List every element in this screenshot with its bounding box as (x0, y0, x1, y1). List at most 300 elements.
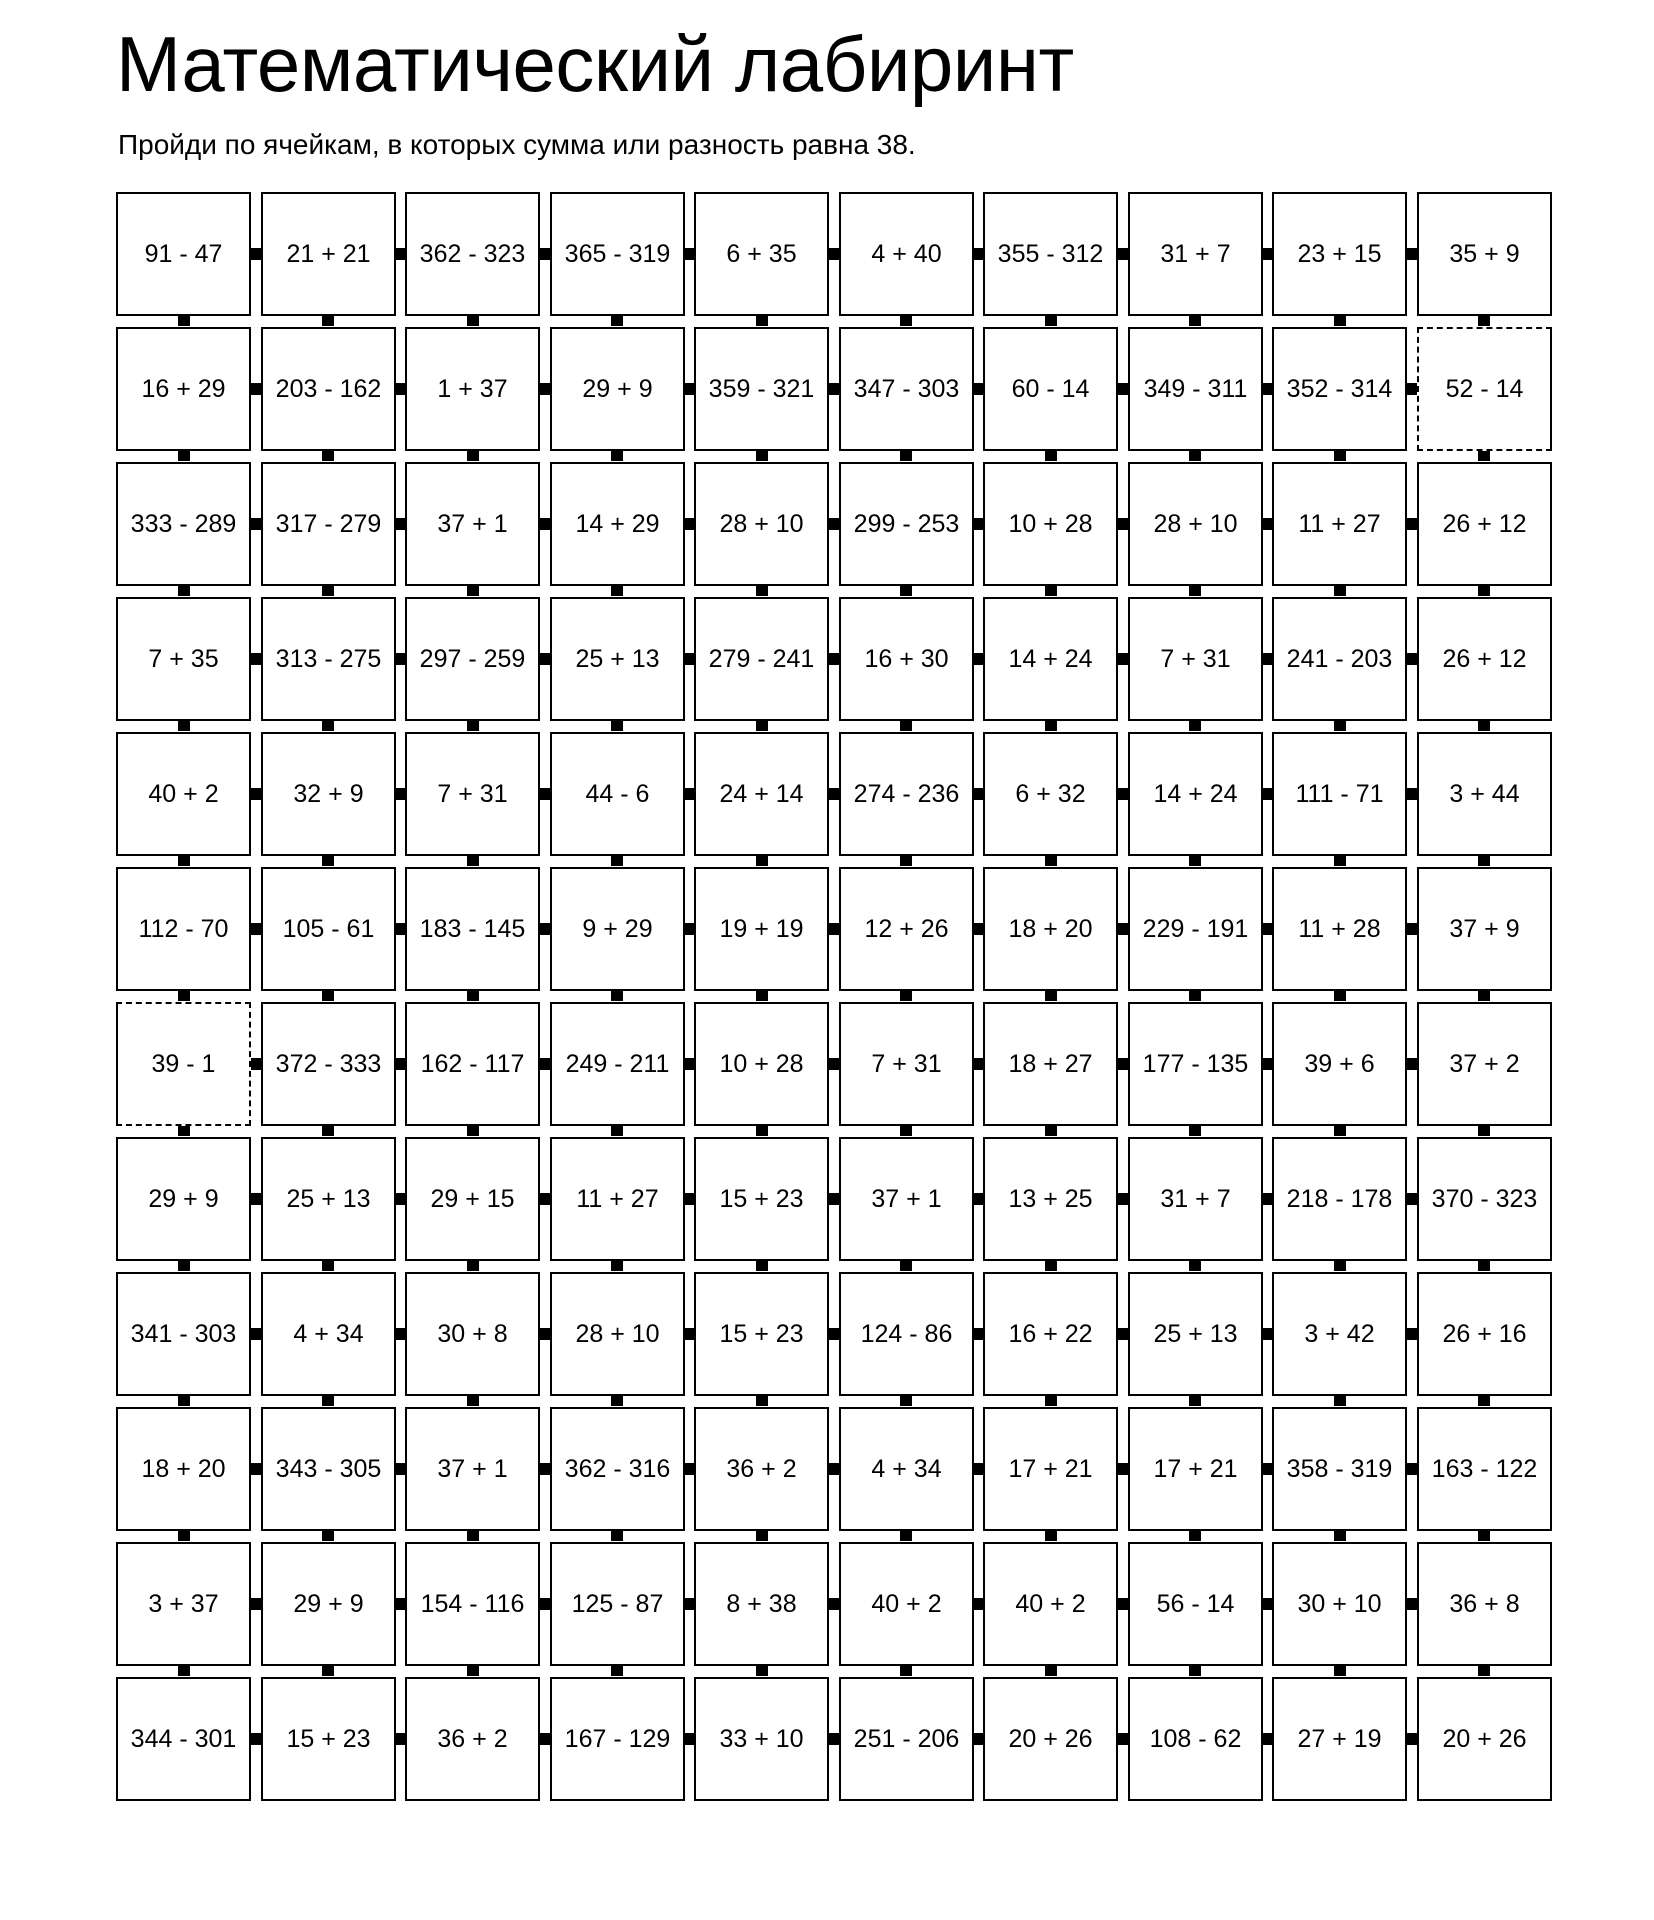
maze-cell[interactable] (694, 1542, 829, 1666)
maze-cell[interactable] (405, 1272, 540, 1396)
maze-cell[interactable] (550, 1542, 685, 1666)
maze-cell[interactable] (694, 462, 829, 586)
maze-cell[interactable] (1417, 1677, 1552, 1801)
cell-connector (251, 1328, 261, 1340)
cell-connector (178, 991, 190, 1001)
maze-cell[interactable] (1417, 597, 1552, 721)
cell-connector (540, 1598, 550, 1610)
maze-cell[interactable] (1417, 1542, 1552, 1666)
maze-cell-expression: 355 - 312 (997, 239, 1104, 268)
cell-connector (396, 1058, 406, 1070)
cell-connector (974, 1058, 984, 1070)
cell-connector (900, 856, 912, 866)
maze-cell[interactable] (261, 1002, 396, 1126)
cell-connector (322, 586, 334, 596)
maze-cell-expression: 16 + 22 (1008, 1319, 1093, 1348)
cell-connector (322, 316, 334, 326)
maze-cell[interactable] (839, 1677, 974, 1801)
maze-cell[interactable] (550, 867, 685, 991)
maze-cell[interactable] (983, 1272, 1118, 1396)
cell-connector (1478, 721, 1490, 731)
maze-cell[interactable] (983, 867, 1118, 991)
cell-connector (685, 248, 695, 260)
maze-cell[interactable] (839, 462, 974, 586)
cell-connector (611, 721, 623, 731)
maze-cell[interactable] (983, 1677, 1118, 1801)
cell-connector (829, 248, 839, 260)
cell-connector (1407, 1598, 1417, 1610)
cell-connector (1045, 1666, 1057, 1676)
cell-connector (540, 248, 550, 260)
maze-cell-expression: 274 - 236 (853, 779, 960, 808)
maze-cell-expression: 6 + 35 (726, 239, 797, 268)
cell-connector (1407, 1463, 1417, 1475)
maze-cell[interactable] (116, 1677, 251, 1801)
maze-cell[interactable] (1417, 1407, 1552, 1531)
cell-connector (1263, 383, 1273, 395)
cell-connector (756, 451, 768, 461)
maze-cell[interactable] (983, 327, 1118, 451)
cell-connector (251, 1733, 261, 1745)
maze-cell-expression: 297 - 259 (419, 644, 526, 673)
cell-connector (1045, 721, 1057, 731)
maze-cell[interactable] (261, 462, 396, 586)
maze-cell-expression: 20 + 26 (1442, 1724, 1527, 1753)
maze-cell[interactable] (1417, 732, 1552, 856)
maze-cell[interactable] (983, 732, 1118, 856)
maze-cell[interactable] (694, 1137, 829, 1261)
maze-cell[interactable] (550, 732, 685, 856)
maze-cell[interactable] (983, 1542, 1118, 1666)
cell-connector (251, 248, 261, 260)
maze-cell[interactable] (550, 1272, 685, 1396)
maze-cell-expression: 372 - 333 (275, 1049, 382, 1078)
maze-cell[interactable] (1128, 1137, 1263, 1261)
maze-cell[interactable] (1272, 597, 1407, 721)
maze-cell-expression: 352 - 314 (1286, 374, 1393, 403)
maze-cell[interactable] (839, 1137, 974, 1261)
maze-cell[interactable] (1128, 1002, 1263, 1126)
cell-connector (829, 518, 839, 530)
maze-cell[interactable] (550, 327, 685, 451)
maze-cell[interactable] (116, 1542, 251, 1666)
maze-cell[interactable] (983, 1407, 1118, 1531)
cell-connector (1334, 721, 1346, 731)
maze-cell-expression: 26 + 16 (1442, 1319, 1527, 1348)
maze-cell[interactable] (116, 732, 251, 856)
cell-connector (1118, 248, 1128, 260)
maze-cell[interactable] (405, 597, 540, 721)
cell-connector (251, 1193, 261, 1205)
maze-cell-expression: 6 + 32 (1015, 779, 1086, 808)
maze-cell-expression: 3 + 42 (1304, 1319, 1375, 1348)
cell-connector (1118, 383, 1128, 395)
maze-cell[interactable] (116, 1137, 251, 1261)
cell-connector (611, 856, 623, 866)
cell-connector (467, 1531, 479, 1541)
maze-cell-expression: 27 + 19 (1297, 1724, 1382, 1753)
cell-connector (396, 1733, 406, 1745)
maze-cell[interactable] (1128, 1272, 1263, 1396)
maze-cell-expression: 30 + 8 (437, 1319, 508, 1348)
maze-cell-expression: 12 + 26 (864, 914, 949, 943)
maze-cell[interactable] (839, 1272, 974, 1396)
cell-connector (1045, 1531, 1057, 1541)
maze-cell-expression: 32 + 9 (293, 779, 364, 808)
maze-cell[interactable] (983, 597, 1118, 721)
maze-cell-expression: 349 - 311 (1143, 374, 1248, 403)
maze-cell[interactable] (694, 597, 829, 721)
maze-cell[interactable] (116, 462, 251, 586)
maze-cell-expression: 60 - 14 (1011, 374, 1090, 403)
maze-cell[interactable] (261, 327, 396, 451)
cell-connector (1263, 1463, 1273, 1475)
cell-connector (1189, 316, 1201, 326)
cell-connector (322, 721, 334, 731)
cell-connector (829, 923, 839, 935)
maze-cell[interactable] (261, 1542, 396, 1666)
cell-connector (1478, 1666, 1490, 1676)
cell-connector (178, 721, 190, 731)
cell-connector (178, 451, 190, 461)
maze-cell-expression: 29 + 9 (582, 374, 653, 403)
maze-cell-expression: 163 - 122 (1431, 1454, 1538, 1483)
maze-cell[interactable] (839, 1002, 974, 1126)
maze-cell[interactable] (116, 1002, 251, 1126)
maze-cell[interactable] (261, 732, 396, 856)
maze-cell-expression: 13 + 25 (1008, 1184, 1093, 1213)
cell-connector (685, 1058, 695, 1070)
maze-cell[interactable] (1417, 1002, 1552, 1126)
maze-cell[interactable] (1128, 462, 1263, 586)
maze-cell-expression: 162 - 117 (420, 1049, 525, 1078)
cell-connector (611, 1531, 623, 1541)
cell-connector (467, 586, 479, 596)
maze-cell[interactable] (694, 1677, 829, 1801)
cell-connector (540, 1733, 550, 1745)
cell-connector (974, 1328, 984, 1340)
maze-cell[interactable] (405, 1002, 540, 1126)
maze-cell[interactable] (1272, 867, 1407, 991)
maze-cell-expression: 183 - 145 (419, 914, 526, 943)
maze-cell[interactable] (550, 192, 685, 316)
maze-cell[interactable] (116, 1272, 251, 1396)
maze-cell[interactable] (1128, 597, 1263, 721)
maze-cell[interactable] (261, 1677, 396, 1801)
cell-connector (900, 1396, 912, 1406)
maze-cell[interactable] (550, 1677, 685, 1801)
cell-connector (900, 991, 912, 1001)
cell-connector (829, 1328, 839, 1340)
maze-cell[interactable] (839, 597, 974, 721)
maze-cell-expression: 17 + 21 (1153, 1454, 1238, 1483)
maze-cell-expression: 11 + 28 (1298, 914, 1381, 943)
cell-connector (1189, 1396, 1201, 1406)
cell-connector (1478, 586, 1490, 596)
cell-connector (1045, 991, 1057, 1001)
cell-connector (1407, 1328, 1417, 1340)
cell-connector (829, 1733, 839, 1745)
cell-connector (1118, 788, 1128, 800)
cell-connector (1189, 721, 1201, 731)
maze-cell-expression: 333 - 289 (130, 509, 237, 538)
maze-cell-expression: 21 + 21 (286, 239, 371, 268)
cell-connector (467, 451, 479, 461)
cell-connector (756, 1531, 768, 1541)
maze-cell[interactable] (1128, 192, 1263, 316)
maze-cell[interactable] (983, 462, 1118, 586)
maze-cell[interactable] (839, 1542, 974, 1666)
maze-cell[interactable] (550, 462, 685, 586)
maze-cell[interactable] (405, 1137, 540, 1261)
maze-cell-expression: 30 + 10 (1297, 1589, 1382, 1618)
maze-cell[interactable] (1272, 1272, 1407, 1396)
maze-cell[interactable] (405, 732, 540, 856)
maze-cell-expression: 10 + 28 (1008, 509, 1093, 538)
maze-cell[interactable] (1272, 1542, 1407, 1666)
cell-connector (322, 1531, 334, 1541)
cell-connector (900, 721, 912, 731)
maze-cell[interactable] (1417, 192, 1552, 316)
maze-cell[interactable] (1272, 462, 1407, 586)
maze-cell-expression: 36 + 8 (1449, 1589, 1520, 1618)
maze-cell-expression: 35 + 9 (1449, 239, 1520, 268)
maze-cell[interactable] (1128, 867, 1263, 991)
cell-connector (1118, 653, 1128, 665)
maze-cell-expression: 124 - 86 (860, 1319, 953, 1348)
maze-cell[interactable] (694, 1407, 829, 1531)
maze-cell-expression: 313 - 275 (275, 644, 382, 673)
cell-connector (1045, 586, 1057, 596)
cell-connector (1478, 1261, 1490, 1271)
maze-cell[interactable] (839, 732, 974, 856)
maze-cell-expression: 18 + 20 (141, 1454, 226, 1483)
maze-cell[interactable] (1417, 1272, 1552, 1396)
maze-cell-expression: 44 - 6 (585, 779, 650, 808)
maze-cell[interactable] (1272, 327, 1407, 451)
cell-connector (974, 1463, 984, 1475)
maze-cell-expression: 299 - 253 (853, 509, 960, 538)
maze-cell-expression: 14 + 29 (575, 509, 660, 538)
maze-cell[interactable] (1128, 1677, 1263, 1801)
maze-cell-expression: 24 + 14 (719, 779, 804, 808)
cell-connector (396, 788, 406, 800)
maze-cell[interactable] (694, 192, 829, 316)
cell-connector (1189, 991, 1201, 1001)
cell-connector (178, 1261, 190, 1271)
maze-cell-expression: 31 + 7 (1160, 1184, 1231, 1213)
cell-connector (611, 1396, 623, 1406)
cell-connector (1263, 518, 1273, 530)
maze-cell-expression: 203 - 162 (275, 374, 382, 403)
maze-cell-expression: 36 + 2 (726, 1454, 797, 1483)
maze-cell[interactable] (405, 462, 540, 586)
cell-connector (467, 721, 479, 731)
cell-connector (178, 856, 190, 866)
maze-cell[interactable] (839, 192, 974, 316)
maze-cell[interactable] (550, 597, 685, 721)
cell-connector (322, 1126, 334, 1136)
maze-cell-expression: 25 + 13 (286, 1184, 371, 1213)
cell-connector (1334, 856, 1346, 866)
maze-cell[interactable] (839, 867, 974, 991)
maze-cell[interactable] (1272, 1677, 1407, 1801)
maze-cell-expression: 4 + 34 (871, 1454, 942, 1483)
maze-cell[interactable] (116, 192, 251, 316)
cell-connector (1407, 788, 1417, 800)
maze-cell[interactable] (550, 1137, 685, 1261)
cell-connector (322, 1261, 334, 1271)
maze-cell[interactable] (1272, 1407, 1407, 1531)
maze-cell[interactable] (116, 867, 251, 991)
cell-connector (322, 1666, 334, 1676)
maze-cell[interactable] (1417, 867, 1552, 991)
cell-connector (1334, 451, 1346, 461)
cell-connector (1407, 1058, 1417, 1070)
maze-cell[interactable] (1128, 732, 1263, 856)
cell-connector (1118, 1193, 1128, 1205)
cell-connector (1407, 383, 1417, 395)
maze-cell-expression: 341 - 303 (130, 1319, 237, 1348)
cell-connector (829, 653, 839, 665)
maze-cell[interactable] (261, 1272, 396, 1396)
cell-connector (1118, 923, 1128, 935)
maze-cell-expression: 358 - 319 (1286, 1454, 1393, 1483)
cell-connector (1189, 1126, 1201, 1136)
maze-cell[interactable] (1417, 327, 1552, 451)
cell-connector (900, 1531, 912, 1541)
cell-connector (1407, 653, 1417, 665)
maze-cell[interactable] (1272, 192, 1407, 316)
cell-connector (1189, 451, 1201, 461)
cell-connector (1045, 316, 1057, 326)
maze-cell[interactable] (405, 1542, 540, 1666)
maze-cell[interactable] (694, 327, 829, 451)
maze-cell-expression: 177 - 135 (1142, 1049, 1249, 1078)
maze-cell[interactable] (405, 1407, 540, 1531)
cell-connector (396, 1328, 406, 1340)
cell-connector (1118, 1328, 1128, 1340)
maze-cell[interactable] (116, 327, 251, 451)
maze-cell-expression: 241 - 203 (1286, 644, 1393, 673)
maze-cell[interactable] (261, 192, 396, 316)
maze-cell[interactable] (839, 1407, 974, 1531)
maze-cell[interactable] (550, 1002, 685, 1126)
maze-cell[interactable] (1128, 1542, 1263, 1666)
maze-cell[interactable] (1272, 1137, 1407, 1261)
cell-connector (251, 1058, 261, 1070)
cell-connector (611, 586, 623, 596)
cell-connector (756, 1261, 768, 1271)
maze-cell[interactable] (405, 192, 540, 316)
maze-cell[interactable] (694, 732, 829, 856)
cell-connector (540, 1328, 550, 1340)
maze-cell-expression: 36 + 2 (437, 1724, 508, 1753)
maze-cell[interactable] (116, 1407, 251, 1531)
cell-connector (178, 1531, 190, 1541)
maze-cell[interactable] (1128, 1407, 1263, 1531)
cell-connector (1407, 1733, 1417, 1745)
maze-cell[interactable] (1272, 732, 1407, 856)
cell-connector (756, 991, 768, 1001)
maze-cell[interactable] (694, 867, 829, 991)
cell-connector (685, 1598, 695, 1610)
maze-cell[interactable] (983, 192, 1118, 316)
maze-cell[interactable] (261, 867, 396, 991)
cell-connector (1118, 1463, 1128, 1475)
maze-cell[interactable] (261, 1407, 396, 1531)
maze-cell[interactable] (405, 1677, 540, 1801)
cell-connector (1478, 451, 1490, 461)
cell-connector (685, 1733, 695, 1745)
cell-connector (1263, 1058, 1273, 1070)
maze-cell[interactable] (261, 597, 396, 721)
maze-cell-expression: 11 + 27 (1298, 509, 1381, 538)
maze-cell-expression: 347 - 303 (853, 374, 960, 403)
cell-connector (1118, 1058, 1128, 1070)
cell-connector (396, 1598, 406, 1610)
maze-cell-expression: 218 - 178 (1286, 1184, 1393, 1213)
cell-connector (1334, 1531, 1346, 1541)
cell-connector (1263, 248, 1273, 260)
cell-connector (1045, 856, 1057, 866)
maze-cell[interactable] (694, 1272, 829, 1396)
maze-cell-expression: 14 + 24 (1008, 644, 1093, 673)
maze-cell[interactable] (839, 327, 974, 451)
maze-cell-expression: 1 + 37 (437, 374, 508, 403)
maze-cell-expression: 40 + 2 (148, 779, 219, 808)
maze-cell[interactable] (405, 327, 540, 451)
maze-cell-expression: 365 - 319 (564, 239, 671, 268)
cell-connector (396, 923, 406, 935)
cell-connector (540, 788, 550, 800)
maze-cell[interactable] (1417, 1137, 1552, 1261)
cell-connector (1478, 1126, 1490, 1136)
maze-cell-expression: 37 + 1 (437, 509, 508, 538)
maze-cell-expression: 344 - 301 (130, 1724, 237, 1753)
maze-cell[interactable] (1128, 327, 1263, 451)
cell-connector (251, 653, 261, 665)
maze-cell[interactable] (983, 1002, 1118, 1126)
maze-cell[interactable] (1417, 462, 1552, 586)
maze-cell[interactable] (550, 1407, 685, 1531)
maze-cell[interactable] (983, 1137, 1118, 1261)
cell-connector (1334, 586, 1346, 596)
cell-connector (756, 1126, 768, 1136)
cell-connector (829, 1598, 839, 1610)
cell-connector (685, 518, 695, 530)
cell-connector (467, 991, 479, 1001)
maze-cell-expression: 370 - 323 (1431, 1184, 1538, 1213)
maze-cell-expression: 279 - 241 (708, 644, 815, 673)
maze-cell[interactable] (694, 1002, 829, 1126)
maze-cell[interactable] (405, 867, 540, 991)
cell-connector (396, 653, 406, 665)
maze-cell-expression: 91 - 47 (144, 239, 223, 268)
maze-cell-expression: 37 + 9 (1449, 914, 1520, 943)
maze-cell[interactable] (1272, 1002, 1407, 1126)
cell-connector (467, 1126, 479, 1136)
cell-connector (900, 316, 912, 326)
maze-cell[interactable] (116, 597, 251, 721)
maze-cell-expression: 18 + 20 (1008, 914, 1093, 943)
maze-cell-expression: 40 + 2 (1015, 1589, 1086, 1618)
maze-cell[interactable] (261, 1137, 396, 1261)
cell-connector (611, 316, 623, 326)
cell-connector (322, 991, 334, 1001)
cell-connector (540, 1193, 550, 1205)
cell-connector (1407, 518, 1417, 530)
